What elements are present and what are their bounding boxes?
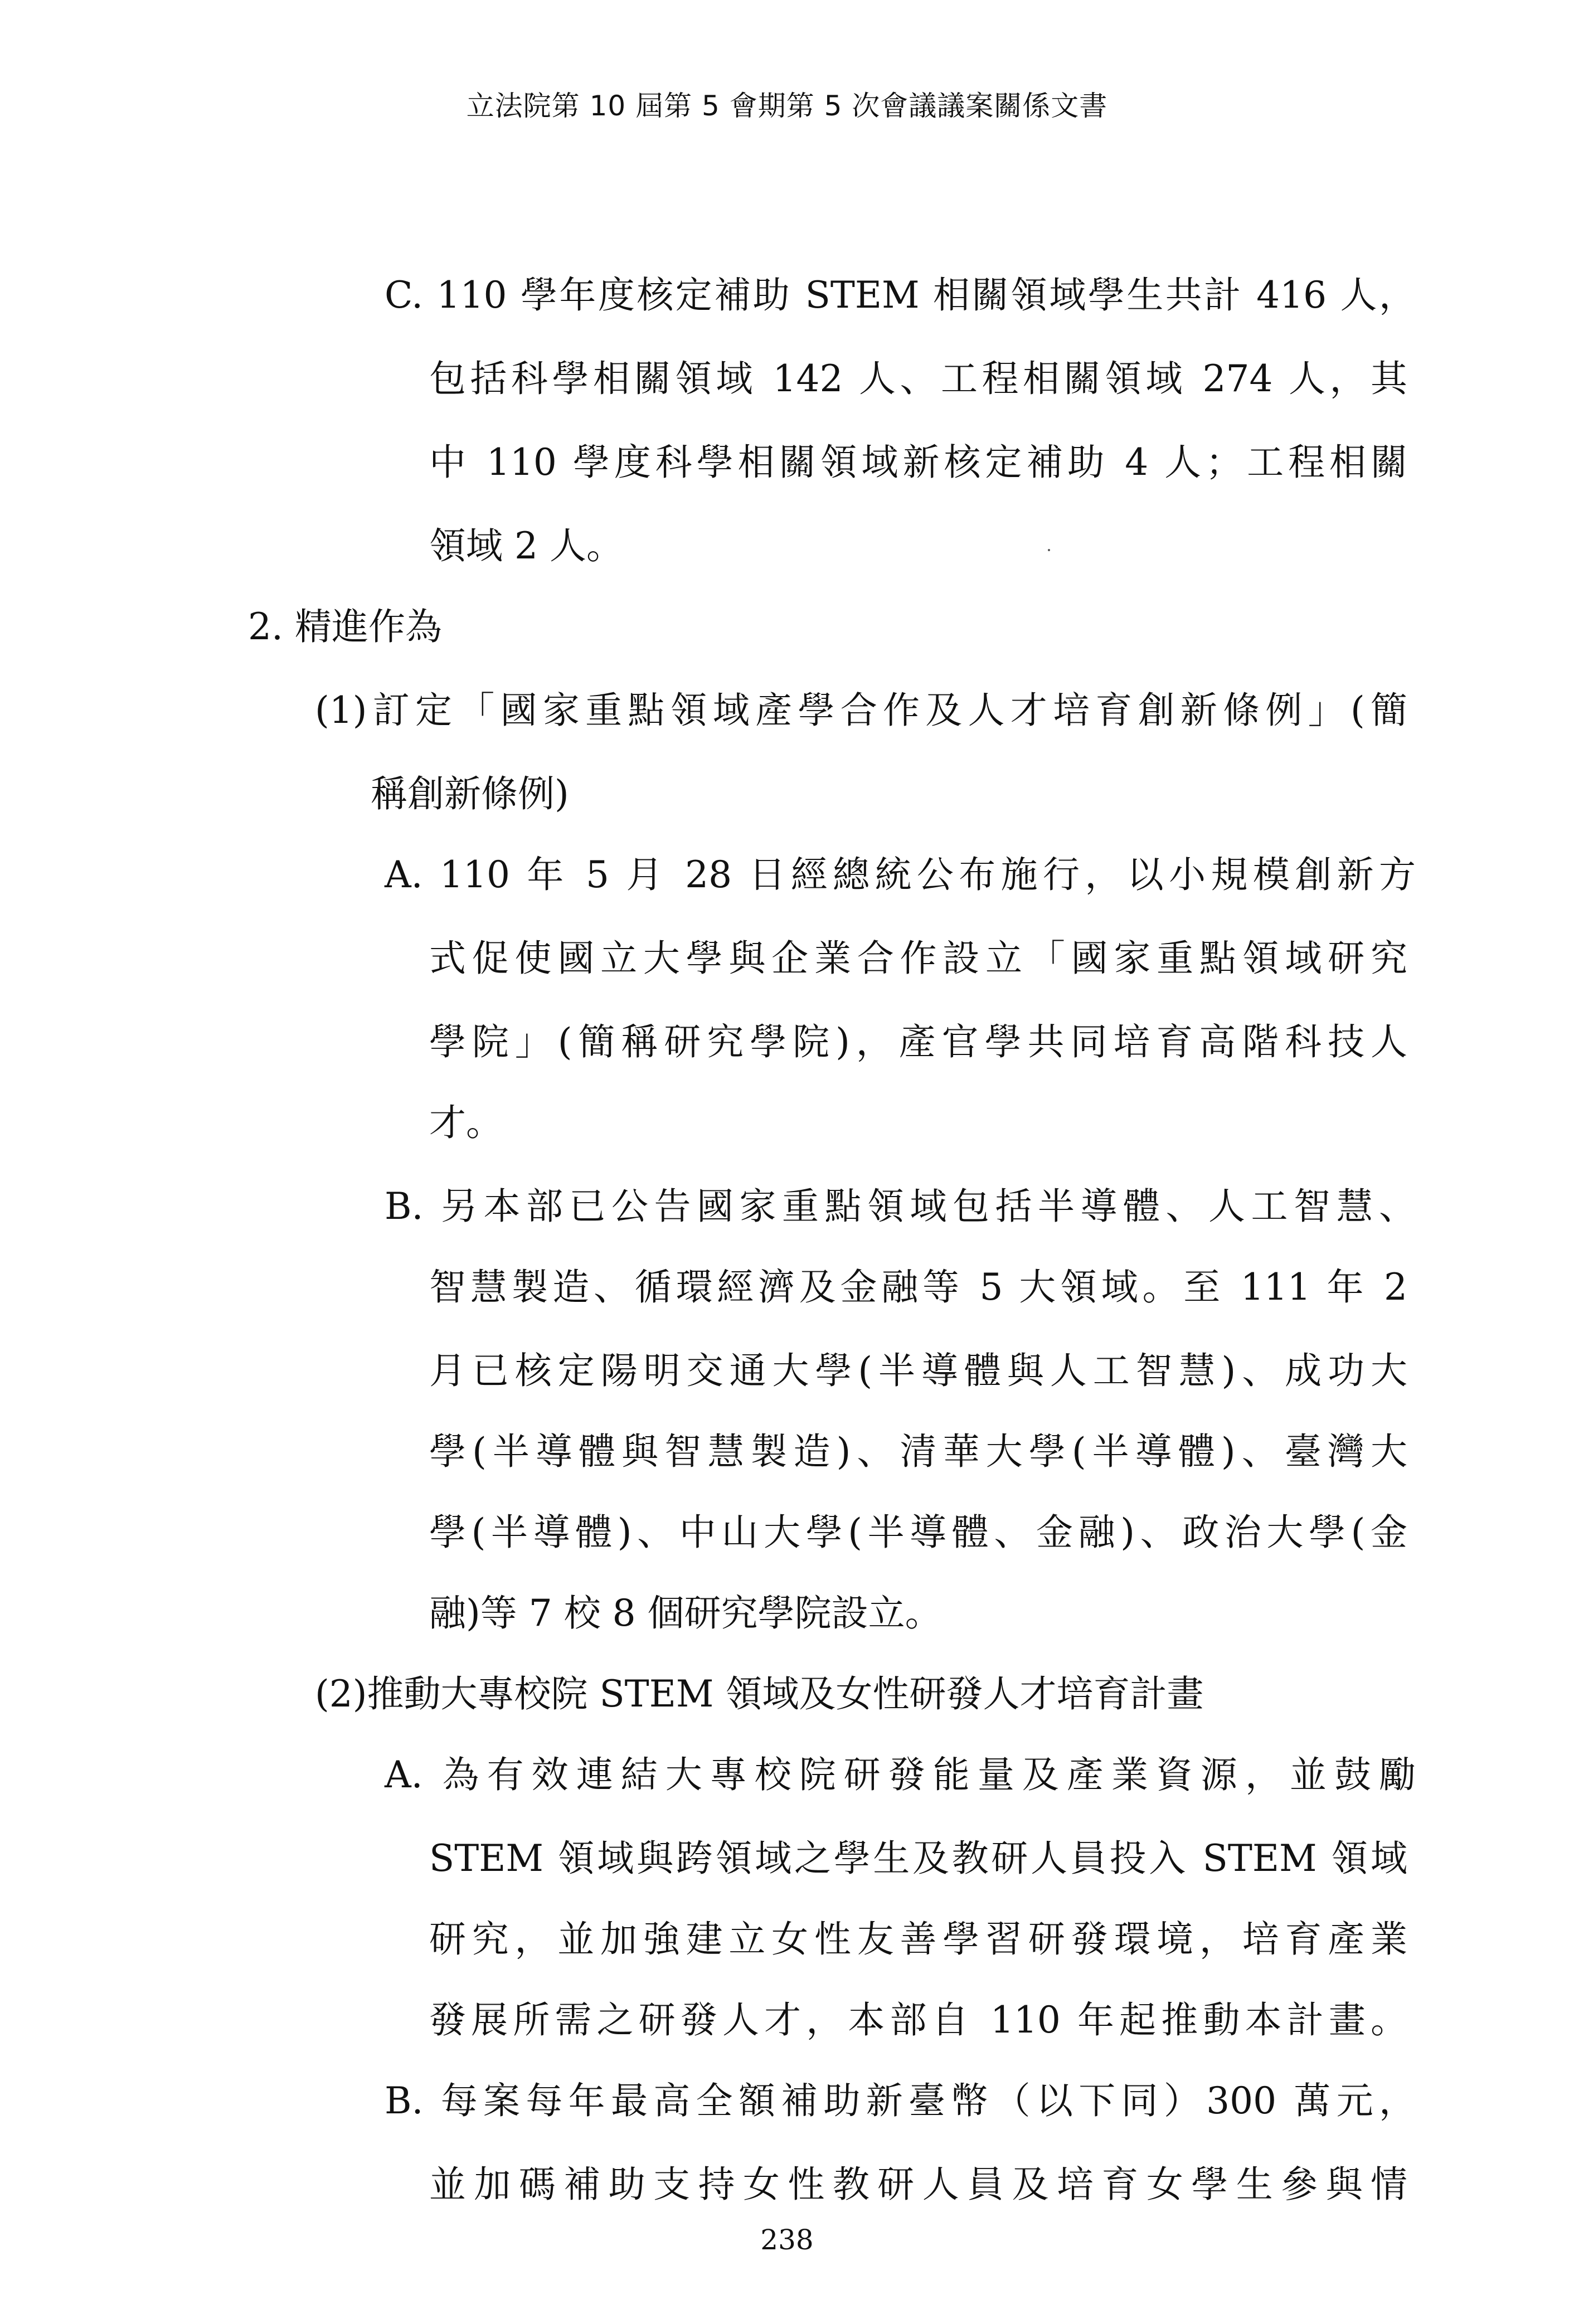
scan-speck: [1048, 549, 1050, 551]
document-header: 立法院第 10 屆第 5 會期第 5 次會議議案關係文書: [466, 90, 1108, 122]
sub2-item-a-line-2: STEM 領域與跨領域之學生及教研人員投入 STEM 領域: [429, 1837, 1407, 1880]
sub1-item-a-line-3: 學院」(簡稱研究學院)，產官學共同培育高階科技人: [429, 1020, 1407, 1063]
sub2-item-a-line-3: 研究，並加強建立女性友善學習研發環境，培育產業: [429, 1918, 1407, 1961]
item-c-line-4: 領域 2 人。: [429, 524, 623, 567]
subsection-2-title: (2)推動大專校院 STEM 領域及女性研發人才培育計畫: [315, 1672, 1204, 1715]
sub1-item-a-line-2: 式促使國立大學與企業合作設立「國家重點領域研究: [429, 937, 1407, 980]
sub2-item-b-line-2: 並加碼補助支持女性教研人員及培育女學生參與情: [429, 2163, 1407, 2206]
section-2-title: 2. 精進作為: [248, 605, 442, 648]
sub2-item-a-line-4: 發展所需之研發人才，本部自 110 年起推動本計畫。: [429, 1999, 1407, 2041]
item-c-line-2: 包括科學相關領域 142 人、工程相關領域 274 人，其: [429, 357, 1407, 400]
sub1-item-b-line-5: 學(半導體)、中山大學(半導體、金融)、政治大學(金: [429, 1511, 1407, 1554]
sub2-item-a-line-1: A. 為有效連結大專校院研發能量及產業資源，並鼓勵: [385, 1753, 1416, 1796]
sub1-item-b-line-2: 智慧製造、循環經濟及金融等 5 大領域。至 111 年 2: [429, 1266, 1407, 1309]
subsection-1-line-2: 稱創新條例): [371, 772, 569, 815]
sub1-item-b-line-3: 月已核定陽明交通大學(半導體與人工智慧)、成功大: [429, 1349, 1407, 1392]
sub1-item-a-line-1: A. 110 年 5 月 28 日經總統公布施行，以小規模創新方: [385, 853, 1416, 896]
sub1-item-b-line-4: 學(半導體與智慧製造)、清華大學(半導體)、臺灣大: [429, 1430, 1407, 1473]
item-c-line-3: 中 110 學度科學相關領域新核定補助 4 人；工程相關: [429, 441, 1407, 484]
sub1-item-b-line-6: 融)等 7 校 8 個研究學院設立。: [429, 1592, 942, 1635]
sub1-item-b-line-1: B. 另本部已公告國家重點領域包括半導體、人工智慧、: [385, 1185, 1416, 1228]
sub2-item-b-line-1: B. 每案每年最高全額補助新臺幣（以下同）300 萬元，: [385, 2079, 1416, 2122]
subsection-1-line-1: (1)訂定「國家重點領域產學合作及人才培育創新條例」(簡: [315, 689, 1407, 732]
item-c-line-1: C. 110 學年度核定補助 STEM 相關領域學生共計 416 人，: [385, 274, 1416, 317]
sub1-item-a-line-4: 才。: [429, 1101, 503, 1144]
page-number: 238: [760, 2224, 814, 2256]
